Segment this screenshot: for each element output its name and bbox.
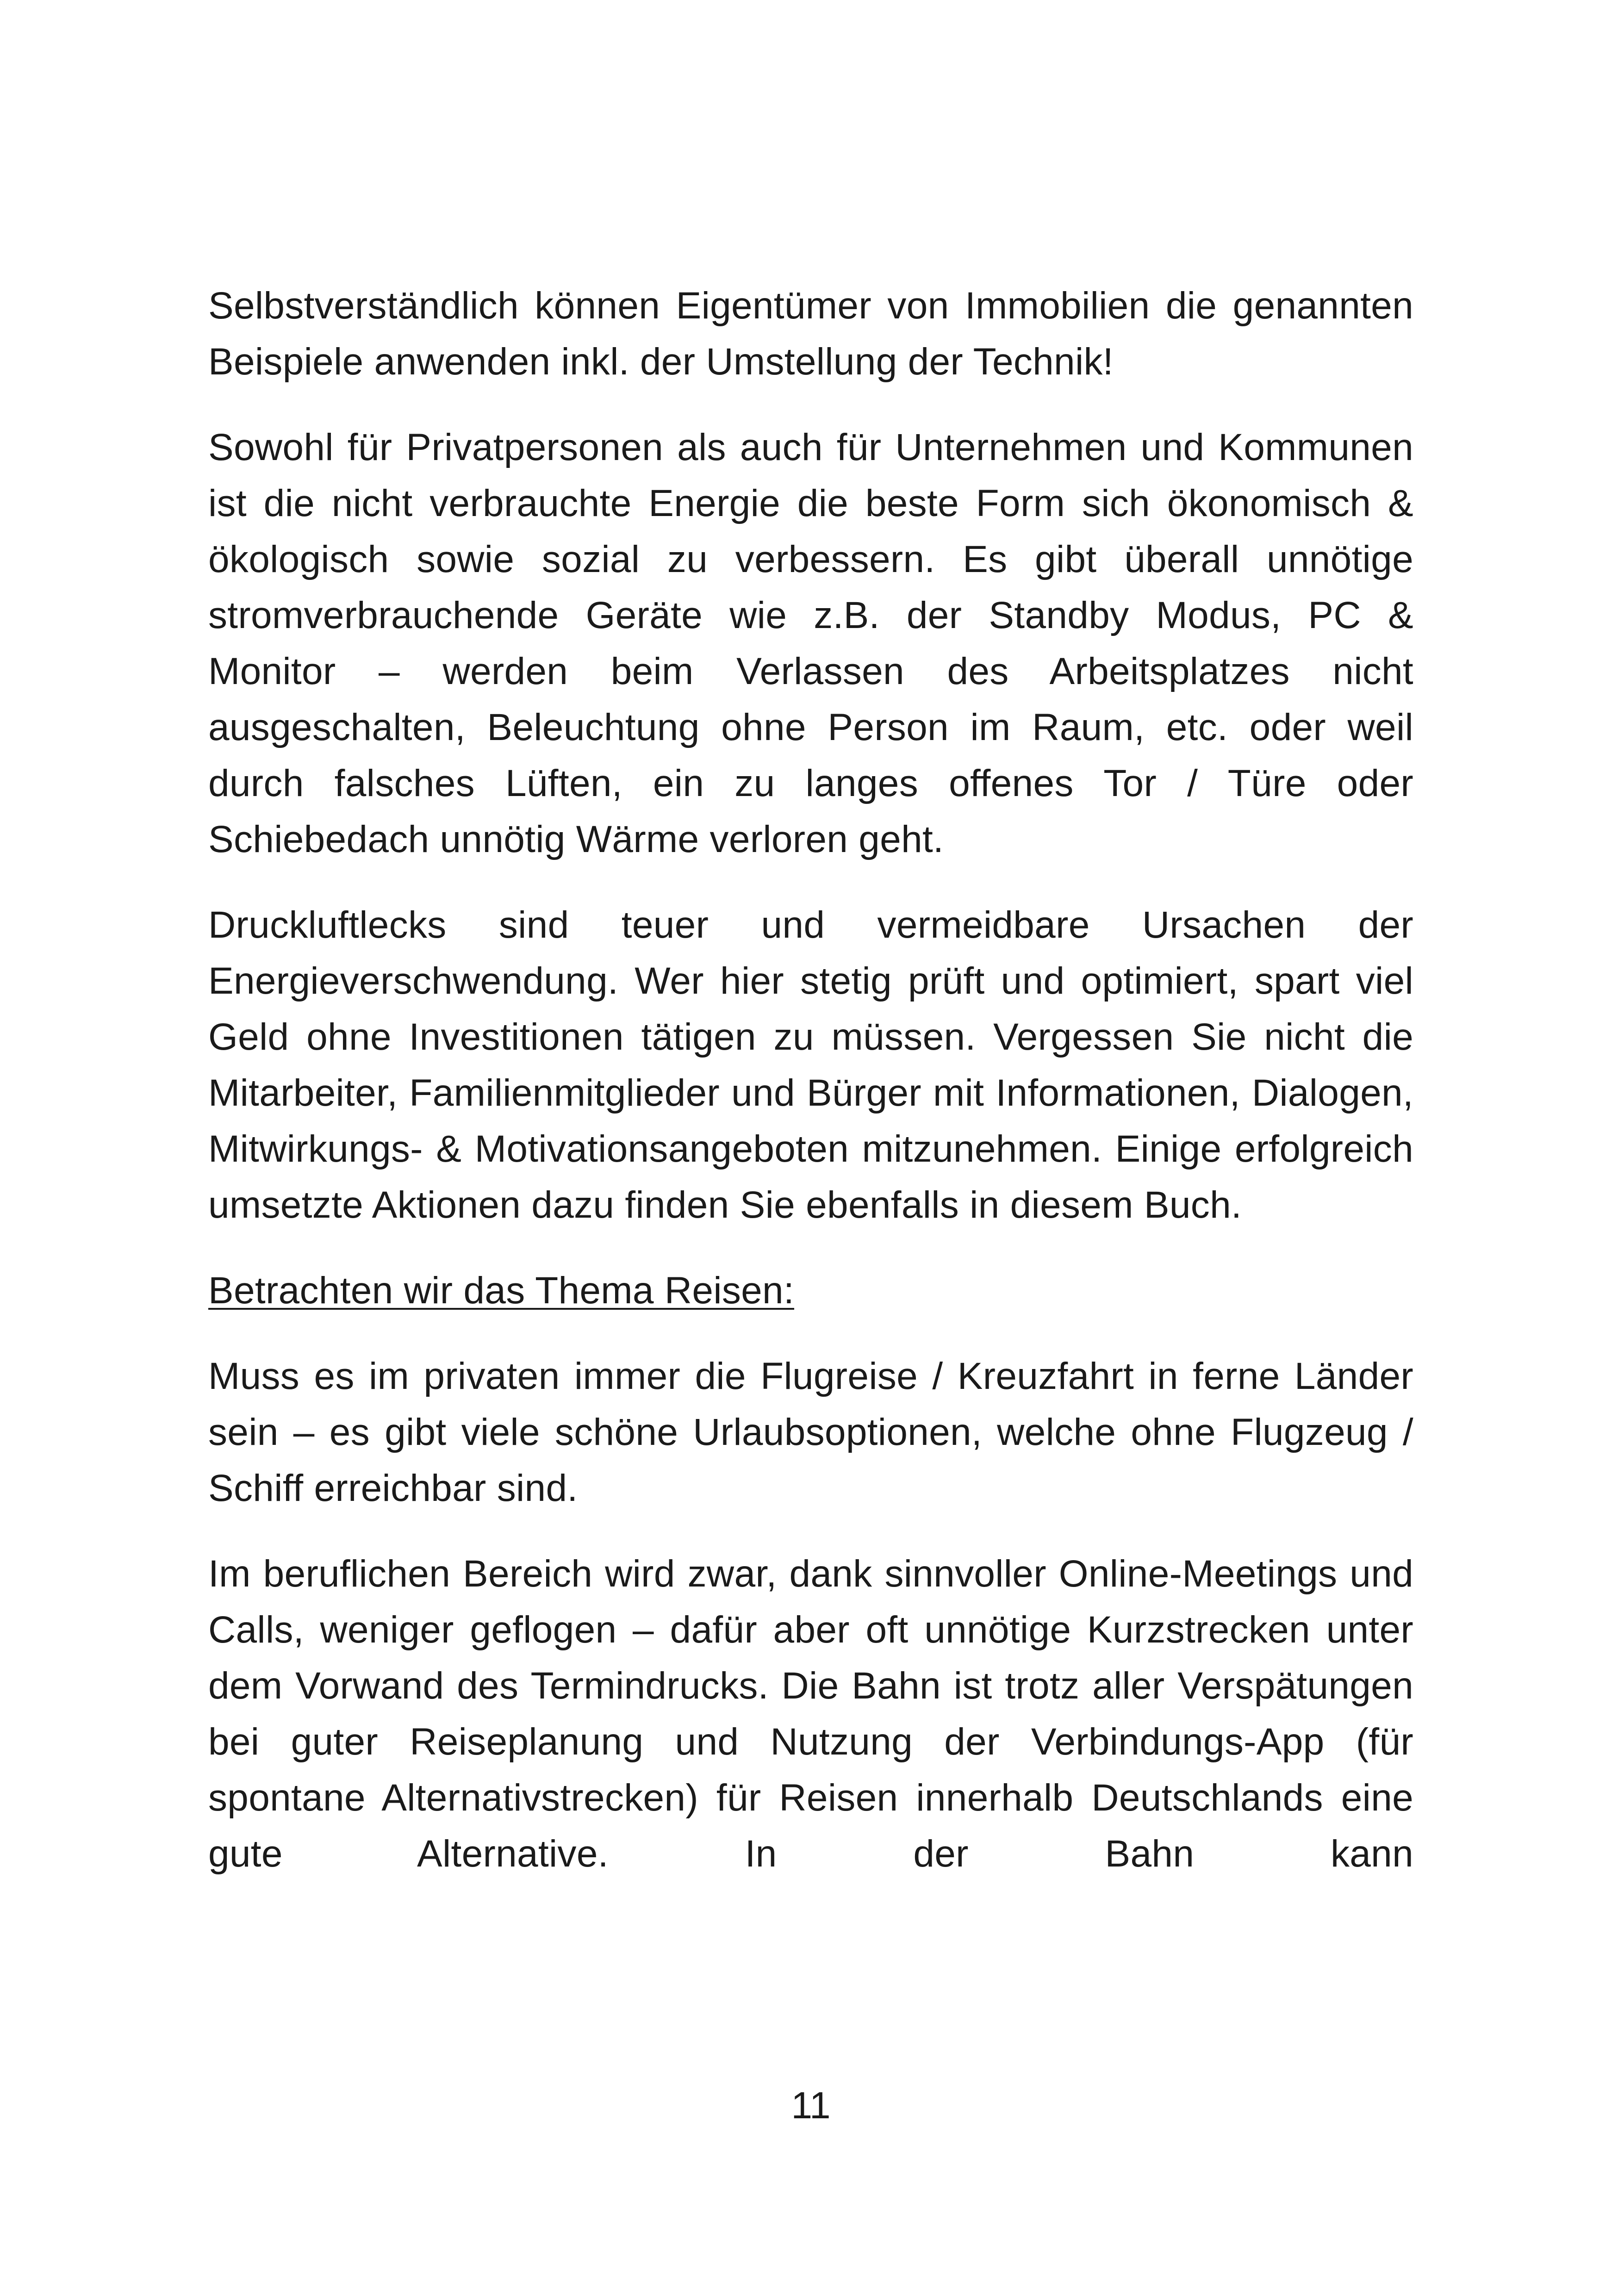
paragraph-privatreisen: Muss es im privaten immer die Flugreise / Kreuzfahrt in ferne Länder sein – es gibt viele schöne Urlaubsoptionen, welche ohne Flugzeug / Schiff erreichbar sind. <box>208 1355 1413 1509</box>
paragraph-druckluft: Druckluftlecks sind teuer und vermeidbare Ursachen der Energieverschwendung. Wer hier stetig prüft und optimiert, spart viel Geld ohne Investitionen tätigen zu müssen. Vergessen Sie nicht die Mitarbeiter, Familienmitglieder und Bürger mit Informationen, Dialogen, Mitwirkungs- & Motivationsangeboten mitzunehmen. Einige erfolgreich umsetzte Aktionen dazu finden Sie ebenfalls in diesem Buch. <box>208 904 1413 1226</box>
paragraph-energie: Sowohl für Privatpersonen als auch für Unternehmen und Kommunen ist die nicht verbrauchte Energie die beste Form sich ökonomisch & ökologisch sowie sozial zu verbessern. Es gibt überall unnötige stromverbrauchende Geräte wie z.B. der Standby Modus, PC & Monitor – werden beim Verlassen des Arbeitsplatzes nicht ausgeschalten, Beleuchtung ohne Person im Raum, etc. oder weil durch falsches Lüften, ein zu langes offenes Tor / Türe oder Schiebedach unnötig Wärme verloren geht. <box>208 426 1413 860</box>
paragraph-berufsreisen: Im beruflichen Bereich wird zwar, dank sinnvoller Online-Meetings und Calls, weniger geflogen – dafür aber oft unnötige Kurzstrecken unter dem Vorwand des Termindrucks. Die Bahn ist trotz aller Verspätungen bei guter Reiseplanung und Nutzung der Verbindungs-App (für spontane Alternativstrecken) für Reisen innerhalb Deutschlands eine gute Alternative. In der Bahn kann <box>208 1553 1413 1875</box>
paragraph-immobilien: Selbstverständlich können Eigentümer von Immobilien die genannten Beispiele anwenden inkl. der Umstellung der Technik! <box>208 285 1413 383</box>
section-heading-reisen: Betrachten wir das Thema Reisen: <box>208 1269 795 1312</box>
page-number: 11 <box>791 2084 831 2127</box>
document-page <box>208 0 1413 2296</box>
page-body <box>208 278 1413 1882</box>
